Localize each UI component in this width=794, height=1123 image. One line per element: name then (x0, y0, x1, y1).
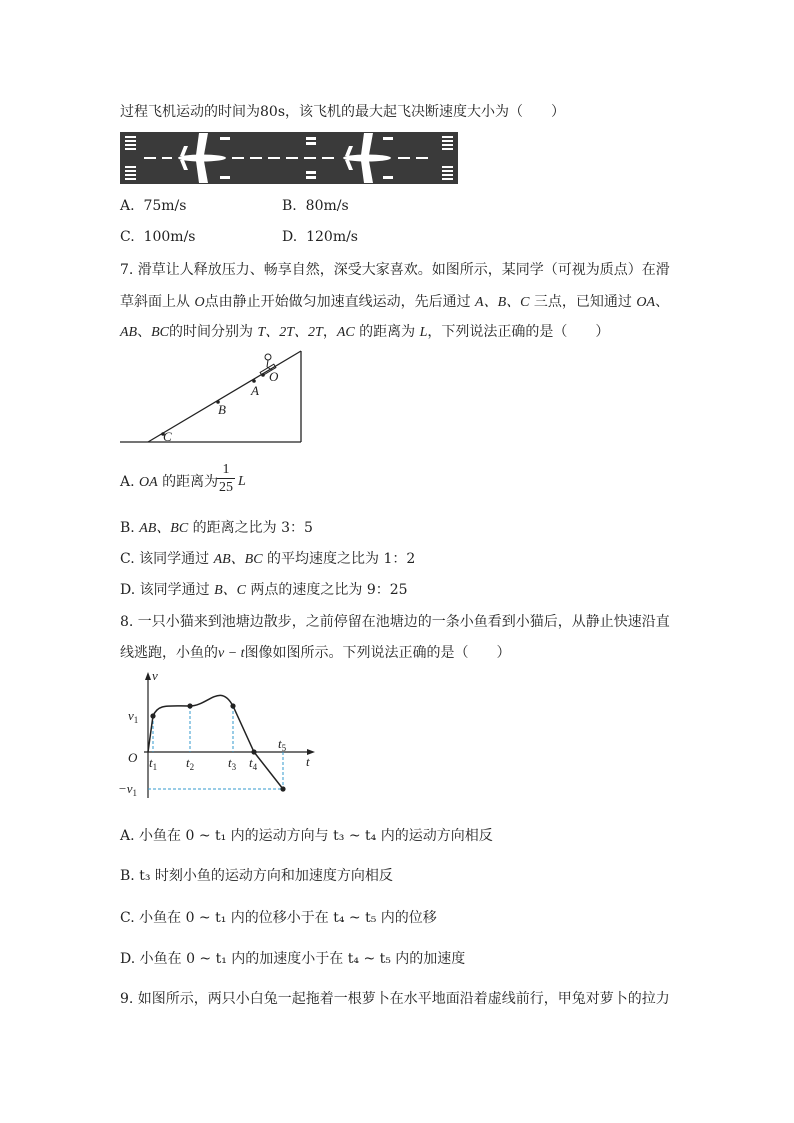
q7-line2: 草斜面上从 O点由静止开始做匀加速直线运动，先后通过 A、B、C 三点，已知通过 OA、 (120, 294, 670, 310)
axis-t-label: t (306, 754, 310, 769)
incline-figure (120, 348, 310, 448)
t5-label: $t_5$ (278, 736, 287, 753)
q8-option-b: B. t₃ 时刻小鱼的运动方向和加速度方向相反 (120, 868, 393, 884)
q7-option-a-l: L (238, 474, 246, 489)
q7-line3: AB、BC的时间分别为 T、2T、2T，AC 的距离为 L，下列说法正确的是（ ） (120, 324, 610, 340)
fraction-numerator: 1 (222, 462, 230, 477)
label-o: O (269, 369, 279, 384)
t2-label: $t_2$ (186, 755, 195, 772)
vt-graph (116, 670, 326, 800)
q7-option-b: B. AB、BC 的距离之比为 3：5 (120, 520, 313, 536)
q9-line1: 9. 如图所示，两只小白兔一起拖着一根萝卜在水平地面沿着虚线前行，甲兔对萝卜的拉力 (120, 991, 670, 1007)
t4-label: $t_4$ (249, 755, 258, 772)
q6-option-c: C. 100m/s (120, 229, 196, 245)
point-t3 (230, 703, 235, 708)
q8-option-c: C. 小鱼在 0 ~ t₁ 内的位移小于在 t₄ ~ t₅ 内的位移 (120, 910, 437, 926)
runway-figure (120, 132, 458, 184)
v1-label: $v_1$ (128, 708, 139, 725)
q7-option-a: A. OA 的距离为 (120, 474, 219, 490)
q7-option-c: C. 该同学通过 AB、BC 的平均速度之比为 1：2 (120, 551, 416, 567)
q8-line1: 8. 一只小猫来到池塘边散步，之前停留在池塘边的一条小鱼看到小猫后，从静止快速沿直 (120, 614, 670, 630)
q8-option-d: D. 小鱼在 0 ~ t₁ 内的加速度小于在 t₄ ~ t₅ 内的加速度 (120, 951, 466, 967)
label-a: A (251, 383, 259, 398)
point-t2 (187, 703, 192, 708)
q8-option-a: A. 小鱼在 0 ~ t₁ 内的运动方向与 t₃ ~ t₄ 内的运动方向相反 (120, 828, 493, 844)
q6-option-b: B. 80m/s (282, 198, 349, 214)
t1-label: $t_1$ (149, 755, 158, 772)
q6-stem-end: 过程飞机运动的时间为80s，该飞机的最大起飞决断速度大小为（ ） (120, 104, 565, 120)
label-c: C (163, 429, 172, 444)
axis-v-label: v (152, 668, 158, 683)
t3-label: $t_3$ (228, 755, 237, 772)
point-t4 (251, 749, 256, 754)
point-t1 (150, 713, 155, 718)
neg-v1-label: $-v_1$ (118, 781, 138, 798)
q6-option-d: D. 120m/s (282, 229, 358, 245)
point-o (261, 373, 265, 377)
q8-line2: 线逃跑，小鱼的v − t图像如图所示。下列说法正确的是（ ） (120, 645, 511, 661)
q7-line1: 7. 滑草让人释放压力、畅享自然，深受大家喜欢。如图所示，某同学（可视为质点）在滑 (120, 262, 670, 278)
point-t5 (280, 786, 285, 791)
velocity-curve (148, 695, 283, 789)
fraction-denominator: 25 (219, 480, 233, 495)
label-b: B (218, 402, 226, 417)
q6-option-a: A. 75m/s (120, 198, 187, 214)
origin-label: O (128, 750, 138, 765)
fraction (216, 461, 236, 497)
q7-option-d: D. 该同学通过 B、C 两点的速度之比为 9：25 (120, 582, 408, 598)
